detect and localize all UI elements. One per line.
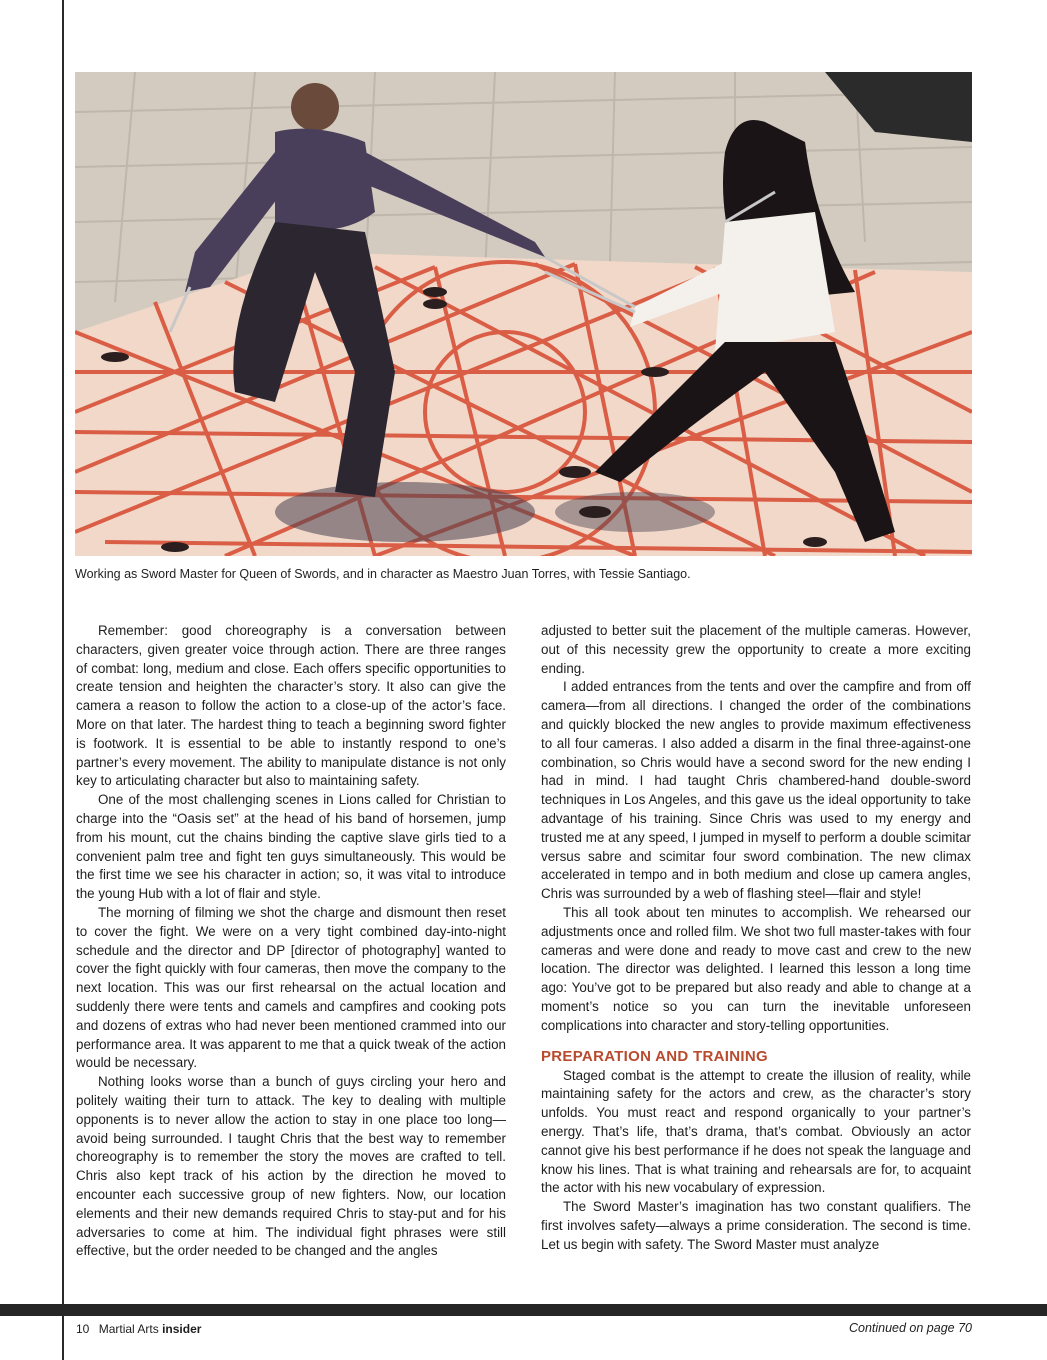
paragraph-sword-master-qualifiers: The Sword Master’s imagination has two constant qualifiers. The first involves safety—always a prime consideration. The second is time. Let us begin with safety. The Sword Master must analyze [541, 1199, 971, 1252]
paragraph-choreography: Remember: good choreography is a conversation between characters, given greater voice through action. There are three ranges of combat: long, medium and close. Each offers specific opportunities to create tension and heighten the character’s story. It also can give the camera a reason to follow the action to a close-up of the actor’s face. More on that later. The hardest thing to teach a beginning sword fighter is footwork. It is essential to be able to instantly respond to one’s partner’s every movement. The ability to manipulate distance is not only key to articulating character but also to maintaining safety. [76, 623, 506, 789]
footer-band [0, 1304, 1047, 1316]
page-number: 10 [76, 1322, 90, 1336]
paragraph-lions-scene: One of the most challenging scenes in Lions called for Christian to charge into the “Oasis set” at the head of his band of horsemen, jump from his mount, cut the chains binding the captive slave girls tied to a convenient palm tree and fight ten guys simultaneously. This would be the first time we see his character in action; so, it was vital to introduce the young Hub with a lot of flair and style. [76, 792, 506, 902]
sword-fight-photo-illustration [75, 72, 972, 556]
paragraph-filming-morning: The morning of filming we shot the charge and dismount then reset to cover the fight. We were on a very tight combined day-into-night schedule and the director and DP [director of photography] wanted to cover the fight quickly with four cameras, then move the company to the next location. This was our first rehearsal on the actual location and suddenly there were tents and camels and campfires and cooking pots and dozens of extras who had never been mentioned crammed into our performance area. It was apparent to me that a quick tweak of the action would be necessary. [76, 904, 506, 1071]
continued-on-link[interactable]: Continued on page 70 [848, 1321, 972, 1335]
page-folio [76, 1321, 201, 1337]
section-heading: PREPARATION AND TRAINING [541, 1047, 768, 1065]
article-column-right [541, 622, 971, 1255]
page-margin-rule [62, 0, 64, 1360]
paragraph-multiple-opponents: Nothing looks worse than a bunch of guys circling your hero and politely waiting their turn to attack. The key to dealing with multiple opponents is to never allow the action to stay in one place too long—avoid being surrounded. I taught Chris that the best way to remember choreography is to remember the story the moves are crafted to tell. Chris also kept track of his action by the direction he moved to encounter each successive group of new fighters. Now, our location elements and their new demands required Chris to stay-put and for his adversaries to come at him. The individual fight phrases were still effective, but the order needed to be changed and the angles [76, 1074, 506, 1259]
photo-caption: Working as Sword Master for Queen of Swords, and in character as Maestro Juan Torres, with Tessie Santiago. [75, 567, 691, 581]
magazine-name-prefix: Martial Arts [98, 1322, 159, 1336]
article-column-left [76, 622, 506, 1261]
article-photo [75, 72, 972, 556]
paragraph-new-entrances: I added entrances from the tents and over the campfire and from off camera—from all directions. I changed the order of the combinations and quickly blocked the new angles to provide maximum effectiveness to all four cameras. I also added a disarm in the final three-against-one combination, so Chris would have a second sword for the new ending I had in mind. I had taught Chris chambered-hand double-sword techniques in Los Angeles, and this gave us the ideal opportunity to take advantage of his training. Since Chris was used to my energy and trusted me at any speed, I jumped in myself to perform a double scimitar versus sabre and scimitar four sword combination. The new climax accelerated in tempo and in both medium and close up camera angles, Chris was surrounded by a web of flashing steel—flair and style! [541, 679, 971, 902]
magazine-name-suffix: insider [162, 1322, 202, 1336]
paragraph-staged-combat: Staged combat is the attempt to create the illusion of reality, while maintaining safety for the actors and crew, as the character’s story unfolds. You must react and respond organically to your partner’s energy. That’s life, that’s drama, that’s combat. Obviously an actor cannot give his best performance if he does not speak the language and know his lines. That is what training and rehearsals are for, to acquaint the actor with his new vocabulary of expression. [541, 1067, 971, 1196]
paragraph-ten-minutes: This all took about ten minutes to accomplish. We rehearsed our adjustments once and rolled film. We shot two full master-takes with four cameras and were done and ready to move cast and crew to the new location. The director was delighted. I learned this lesson a long time ago: You’ve got to be prepared but also ready and able to change at a moment’s notice so you can turn the inevitable unforeseen complications into character and story-telling opportunities. [541, 904, 971, 1033]
paragraph-continuation: adjusted to better suit the placement of the multiple cameras. However, out of this necessity grew the opportunity to create a more exciting ending. [541, 623, 971, 676]
